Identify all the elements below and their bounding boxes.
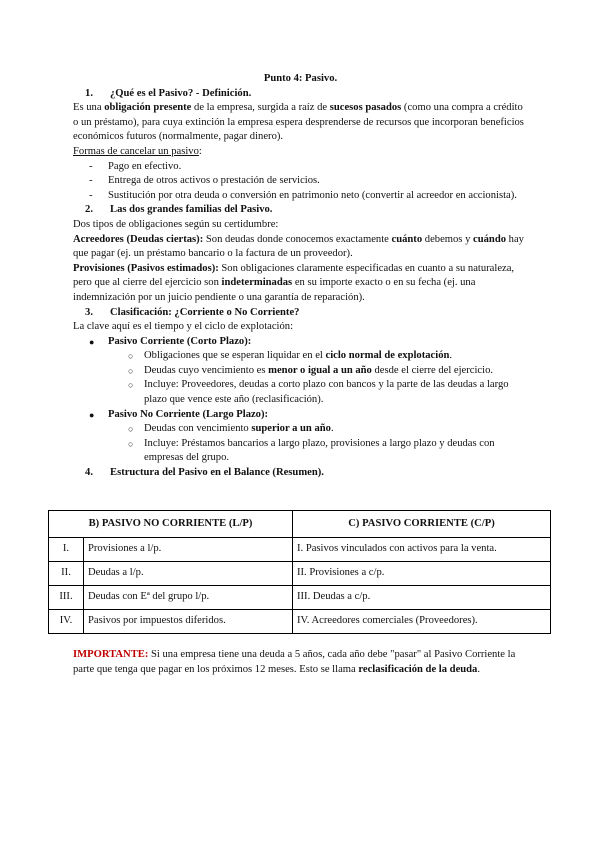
circle-bullet-icon: ○ — [128, 380, 134, 391]
section-3-heading: 3. Clasificación: ¿Corriente o No Corriente? — [85, 306, 300, 318]
table-row: III. Deudas con Eª del grupo l/p. III. Deudas a c/p. — [49, 586, 551, 610]
circle-bullet-icon: ○ — [128, 438, 134, 449]
list-item: ○ Incluye: Proveedores, deudas a corto plazo con bancos y la parte de las deudas a largo plazo que vence este año (reclasificación). — [108, 378, 528, 407]
section-2-heading: 2. Las dos grandes familias del Pasivo. — [85, 204, 273, 216]
balance-table — [48, 510, 551, 634]
definition-paragraph: Es una obligación presente de la empresa, surgida a raíz de sucesos pasados (como una compra a crédito o un préstamo), para cuya extinción la empresa espera desprenderse de recursos que incorporan beneficios económicos futuros (normalmente, pagar dinero). — [73, 102, 524, 143]
pasivo-corriente-item: ● Pasivo Corriente (Corto Plazo): — [73, 335, 528, 350]
list-item: ○ Deudas con vencimiento superior a un año. — [108, 422, 528, 437]
list-item: ○ Incluye: Préstamos bancarios a largo plazo, provisiones a largo plazo y deudas con empresas del grupo. — [108, 437, 528, 466]
section-3-intro: La clave aquí es el tiempo y el ciclo de explotación: — [73, 321, 294, 333]
document-body — [73, 72, 528, 481]
list-item: - Sustitución por otra deuda o conversión en patrimonio neto (convertir al acreedor en accionista). — [89, 189, 517, 201]
list-item: - Pago en efectivo. — [89, 160, 182, 172]
important-note: IMPORTANTE: Si una empresa tiene una deuda a 5 años, cada año debe "pasar" al Pasivo Corriente la parte que tenga que pagar en los próximos 12 meses. Esto se llama reclasificación de la deuda. — [73, 649, 516, 675]
list-item: - Entrega de otros activos o prestación de servicios. — [89, 175, 320, 187]
section-2-intro: Dos tipos de obligaciones según su certidumbre: — [73, 218, 279, 230]
table-row: I. Provisiones a l/p. I. Pasivos vinculados con activos para la venta. — [49, 538, 551, 562]
acreedores-paragraph: Acreedores (Deudas ciertas): Son deudas donde conocemos exactamente cuánto debemos y cuándo hay que pagar (ej. un préstamo bancario o la factura de un proveedor). — [73, 233, 524, 260]
forms-title: Formas de cancelar un pasivo: — [73, 145, 202, 157]
circle-bullet-icon: ○ — [128, 365, 134, 376]
bullet-icon: ● — [89, 336, 95, 347]
provisiones-paragraph: Provisiones (Pasivos estimados): Son obligaciones claramente especificadas en cuanto a su naturaleza, pero que al cierre del ejercicio son indeterminadas en su importe exacto o en su fecha (ej. una indemnización por un juicio pendiente o una garantía de reparación). — [73, 262, 515, 303]
forms-list — [73, 160, 528, 204]
table-row: II. Deudas a l/p. II. Provisiones a c/p. — [49, 562, 551, 586]
bullet-icon: ● — [89, 409, 95, 420]
table-row: IV. Pasivos por impuestos diferidos. IV. Acreedores comerciales (Proveedores). — [49, 610, 551, 634]
circle-bullet-icon: ○ — [128, 424, 134, 435]
header-corriente: C) PASIVO CORRIENTE (C/P) — [293, 511, 551, 538]
circle-bullet-icon: ○ — [128, 351, 134, 362]
header-no-corriente: B) PASIVO NO CORRIENTE (L/P) — [49, 511, 293, 538]
section-4-heading: 4. Estructura del Pasivo en el Balance (Resumen). — [85, 467, 324, 479]
list-item: ○ Obligaciones que se esperan liquidar en el ciclo normal de explotación. — [108, 349, 528, 364]
section-1-heading: 1. ¿Qué es el Pasivo? - Definición. — [85, 87, 252, 99]
list-item: ○ Deudas cuyo vencimiento es menor o igual a un año desde el cierre del ejercicio. — [108, 364, 528, 379]
page-title: Punto 4: Pasivo. — [263, 73, 338, 84]
pasivo-no-corriente-item: ● Pasivo No Corriente (Largo Plazo): — [73, 408, 528, 423]
table-header-row — [49, 511, 551, 538]
